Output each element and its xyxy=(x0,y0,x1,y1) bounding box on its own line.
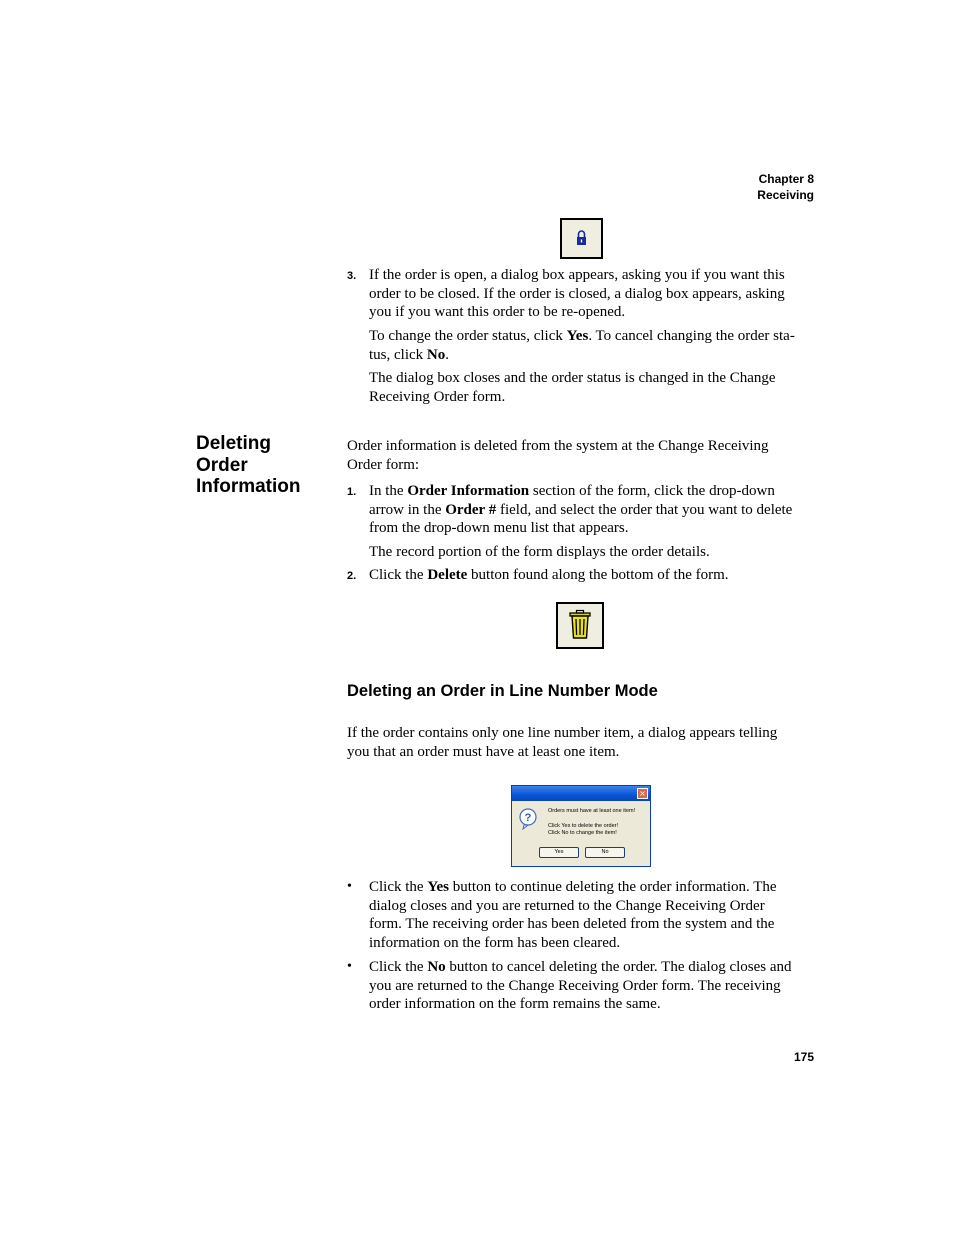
text-run: . To cancel changing the order sta- xyxy=(588,328,795,344)
step-3-number: 3. xyxy=(347,270,357,282)
text-run: Click the xyxy=(369,567,428,583)
confirm-dialog xyxy=(511,785,651,867)
order-information-term: Order Information xyxy=(407,483,530,499)
bullet-marker: • xyxy=(347,959,352,974)
step-1-text xyxy=(369,482,814,538)
text-run: tus, click xyxy=(369,346,427,363)
text-run: button found along the bottom of the form. xyxy=(467,567,729,583)
running-header xyxy=(757,171,814,203)
chapter-label: Chapter 8 xyxy=(758,172,814,186)
yes-term: Yes xyxy=(427,879,449,895)
yes-button[interactable]: Yes xyxy=(539,847,579,858)
lock-icon xyxy=(562,220,601,257)
text-run: button to cancel deleting the order. The dialog closes and xyxy=(445,959,792,975)
text-run: . xyxy=(445,346,449,363)
step-3-line: you if you want this order to be re-opened. xyxy=(369,304,626,321)
delete-button-image xyxy=(556,602,604,649)
lock-button-image xyxy=(560,218,603,259)
line-mode-paragraph xyxy=(347,724,814,761)
step-3-line: If the order is open, a dialog box appears, asking you if you want this xyxy=(369,267,785,283)
trash-icon xyxy=(558,604,602,647)
para-line: Order form: xyxy=(347,456,420,473)
para-line: you that an order must have at least one item. xyxy=(347,743,620,760)
dialog-titlebar xyxy=(512,786,650,801)
para-line: If the order contains only one line number item, a dialog appears telling xyxy=(347,725,778,741)
no-term: No xyxy=(426,346,446,363)
text-run: Click the xyxy=(369,879,428,895)
step-3-line: order to be closed. If the order is closed, a dialog box appears, asking xyxy=(369,285,785,302)
yes-term: Yes xyxy=(566,328,589,344)
subsection-heading: Deleting an Order in Line Number Mode xyxy=(347,682,658,700)
dialog-message-3: Click No to change the item! xyxy=(548,830,617,836)
text-run: arrow in the xyxy=(369,501,446,518)
page-number: 175 xyxy=(793,1050,814,1064)
text-run: you are returned to the Change Receiving Order form. The receiving xyxy=(369,977,781,994)
dialog-message-2: Click Yes to delete the order! xyxy=(548,823,619,829)
intro-paragraph xyxy=(347,437,814,474)
no-button[interactable]: No xyxy=(585,847,625,858)
text-run: order information on the form remains the same. xyxy=(369,996,661,1013)
para-line: Order information is deleted from the system at the Change Receiving xyxy=(347,438,769,454)
para-line: Receiving Order form. xyxy=(369,388,506,405)
step-2-text xyxy=(369,566,814,585)
bullet-no-text xyxy=(369,958,814,1014)
text-run: field, and select the order that you want to delete xyxy=(496,501,793,518)
text-run: form. The receiving order has been deleted from the system and the xyxy=(369,916,775,933)
heading-line: Information xyxy=(196,476,301,497)
close-icon[interactable]: × xyxy=(637,788,648,799)
text-run: button to continue deleting the order information. The xyxy=(449,879,777,895)
dialog-message-1: Orders must have at least one item! xyxy=(548,808,636,814)
text-run: from the drop-down menu list that appears. xyxy=(369,520,629,537)
text-run: Click the xyxy=(369,959,428,975)
step-3-para-2 xyxy=(369,327,814,364)
step-2-number: 2. xyxy=(347,570,357,582)
step-1-number: 1. xyxy=(347,486,357,498)
question-icon xyxy=(518,808,538,830)
section-heading xyxy=(196,433,336,498)
step-3-text xyxy=(369,266,814,322)
text-run: dialog closes and you are returned to the Change Receiving Order xyxy=(369,897,765,914)
delete-term: Delete xyxy=(427,567,468,583)
svg-text:?: ? xyxy=(524,812,532,824)
no-term: No xyxy=(427,959,446,975)
heading-line: Deleting xyxy=(196,433,271,454)
text-run: section of the form, click the drop-down xyxy=(529,483,775,499)
bullet-marker: • xyxy=(347,879,352,894)
heading-line: Order xyxy=(196,454,248,476)
order-number-term: Order # xyxy=(445,501,497,518)
section-label: Receiving xyxy=(757,188,814,202)
step-3-para-3 xyxy=(369,369,814,406)
step-1-note: The record portion of the form displays the order details. xyxy=(369,544,710,560)
bullet-yes-text xyxy=(369,878,814,953)
text-run: In the xyxy=(369,483,408,499)
text-run: information on the form has been cleared. xyxy=(369,935,621,952)
para-line: The dialog box closes and the order status is changed in the Change xyxy=(369,370,776,386)
text-run: To change the order status, click xyxy=(369,328,567,344)
